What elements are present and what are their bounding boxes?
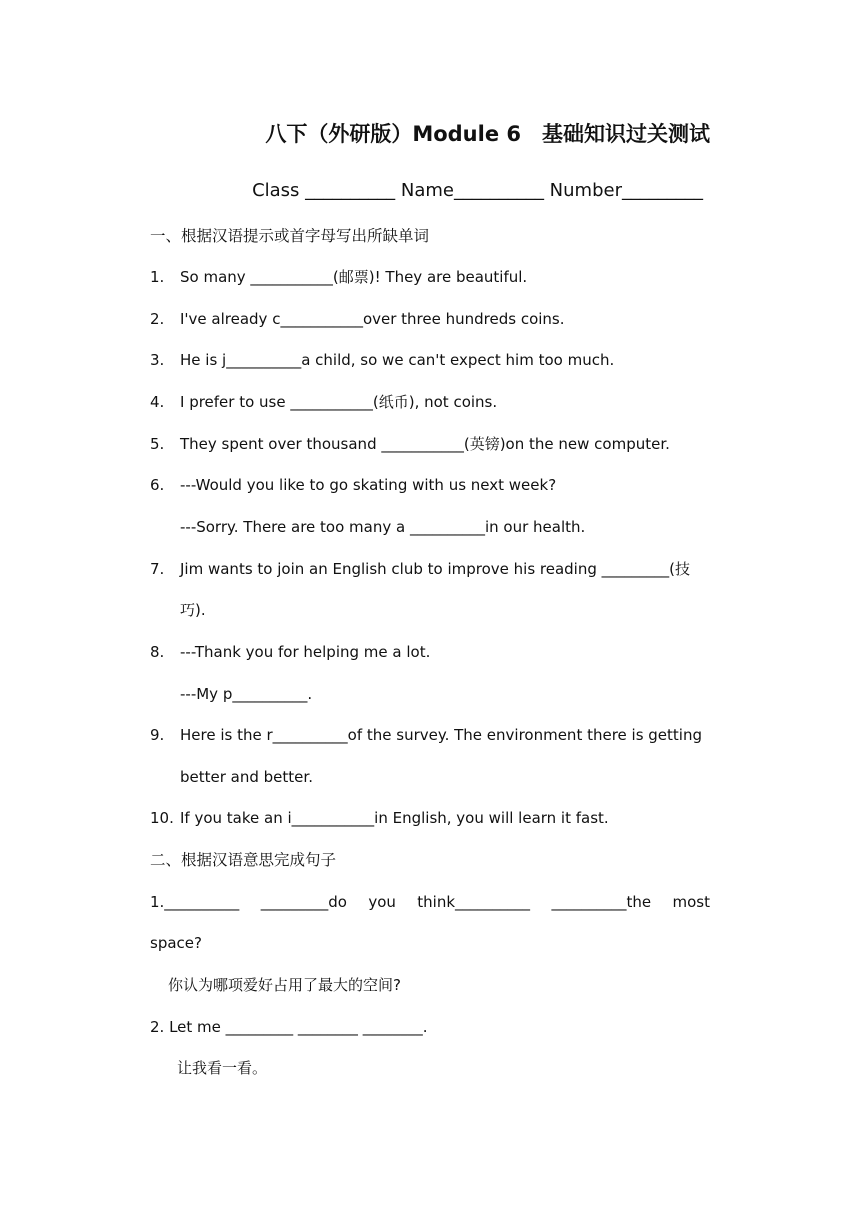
item-number: 5.: [150, 435, 165, 453]
section-1-heading: 一、根据汉语提示或首字母写出所缺单词: [150, 227, 430, 245]
item-number: 9.: [150, 726, 165, 744]
word: __________the: [551, 893, 652, 911]
item-text: better and better.: [180, 768, 313, 786]
sentence-1-continuation: space?: [150, 934, 202, 952]
word: most: [672, 893, 710, 911]
item-number: 4.: [150, 393, 165, 411]
item-text: ---My p__________.: [180, 685, 313, 703]
item-text: 巧).: [180, 601, 206, 619]
item-text: They spent over thousand ___________(英镑)on the new computer.: [180, 435, 670, 453]
word: _________do: [260, 893, 347, 911]
item-text: So many ___________(邮票)! They are beautiful.: [180, 268, 528, 286]
page-title: 八下（外研版）Module 6 基础知识过关测试: [265, 122, 710, 146]
sentence-1-words: [150, 891, 710, 913]
student-info-line: Class __________ Name__________ Number_________: [252, 180, 703, 201]
item-text: ---Would you like to go skating with us next week?: [180, 476, 557, 494]
word: 1.__________: [150, 893, 240, 911]
item-text: ---Sorry. There are too many a __________in our health.: [180, 518, 586, 536]
item-text: He is j__________a child, so we can't expect him too much.: [180, 351, 615, 369]
sentence-2: 2. Let me _________ ________ ________.: [150, 1018, 428, 1036]
word: think__________: [417, 893, 531, 911]
item-number: 1.: [150, 268, 165, 286]
item-text: If you take an i___________in English, you will learn it fast.: [180, 809, 609, 827]
word: you: [368, 893, 396, 911]
section-2-heading: 二、根据汉语意思完成句子: [150, 851, 337, 869]
item-number: 8.: [150, 643, 165, 661]
chinese-text: 让我看一看。: [177, 1059, 268, 1077]
item-number: 10.: [150, 809, 174, 827]
item-text: I prefer to use ___________(纸币), not coins.: [180, 393, 498, 411]
item-text: Here is the r__________of the survey. The environment there is getting: [180, 726, 702, 744]
item-text: Jim wants to join an English club to improve his reading _________(技: [180, 560, 690, 578]
item-number: 3.: [150, 351, 165, 369]
item-number: 7.: [150, 560, 165, 578]
item-text: I've already c___________over three hundreds coins.: [180, 310, 565, 328]
item-number: 2.: [150, 310, 165, 328]
sentence-1: [150, 891, 710, 913]
item-number: 6.: [150, 476, 165, 494]
item-text: ---Thank you for helping me a lot.: [180, 643, 431, 661]
chinese-text: 你认为哪项爱好占用了最大的空间?: [168, 976, 401, 994]
